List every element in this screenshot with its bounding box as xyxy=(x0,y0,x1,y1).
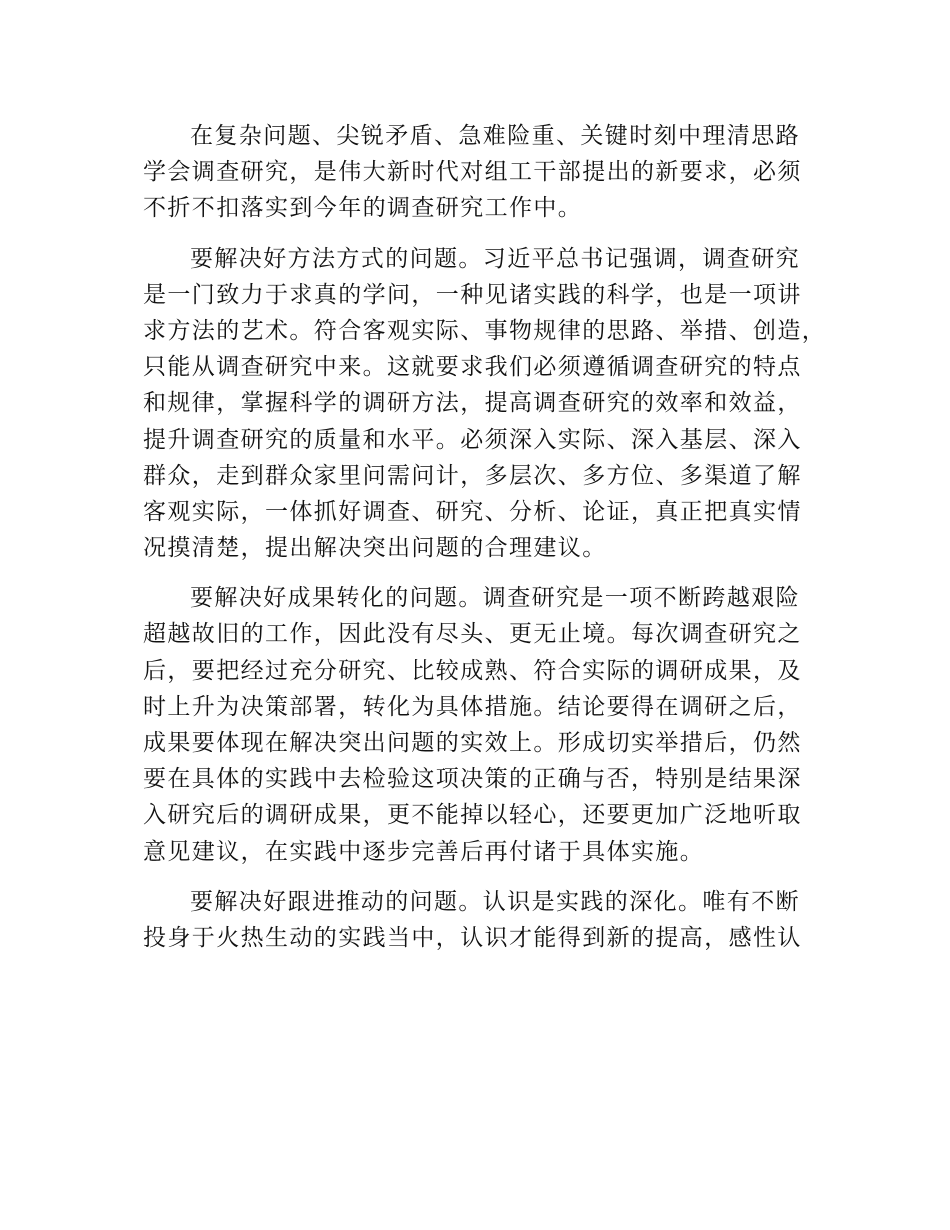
paragraph-line: 要解决好成果转化的问题。调查研究是一项不断跨越艰险 xyxy=(190,585,800,612)
paragraph xyxy=(143,580,823,870)
paragraph-line: 只能从调查研究中来。这就要求我们必须遵循调查研究的特点 xyxy=(143,354,802,381)
paragraph-line: 是一门致力于求真的学问，一种见诸实践的科学，也是一项讲 xyxy=(143,281,802,308)
paragraph-line: 投身于火热生动的实践当中，认识才能得到新的提高，感性认 xyxy=(143,924,802,951)
paragraph-line: 况摸清楚，提出解决突出问题的合理建议。 xyxy=(143,535,607,562)
paragraph xyxy=(143,118,823,227)
paragraph-line: 要在具体的实践中去检验这项决策的正确与否，特别是结果深 xyxy=(143,766,802,793)
paragraph-line: 不折不扣落实到今年的调查研究工作中。 xyxy=(143,195,583,222)
paragraph-line: 时上升为决策部署，转化为具体措施。结论要得在调研之后， xyxy=(143,693,802,720)
paragraph xyxy=(143,884,823,956)
paragraph-line: 和规律，掌握科学的调研方法，提高调查研究的效率和效益， xyxy=(143,390,802,417)
paragraph-line: 意见建议，在实践中逐步完善后再付诸于具体实施。 xyxy=(143,838,705,865)
paragraph-line: 客观实际，一体抓好调查、研究、分析、论证，真正把真实情 xyxy=(143,498,802,525)
paragraph-line: 超越故旧的工作，因此没有尽头、更无止境。每次调查研究之 xyxy=(143,621,802,648)
paragraph-line: 提升调查研究的质量和水平。必须深入实际、深入基层、深入 xyxy=(143,426,802,453)
paragraph-line: 学会调查研究，是伟大新时代对组工干部提出的新要求，必须 xyxy=(143,159,802,186)
paragraph xyxy=(143,241,827,567)
paragraph-line: 入研究后的调研成果，更不能掉以轻心，还要更加广泛地听取 xyxy=(143,802,802,829)
document-body xyxy=(143,118,827,956)
paragraph-line: 成果要体现在解决突出问题的实效上。形成切实举措后，仍然 xyxy=(143,730,802,756)
paragraph-line: 要解决好跟进推动的问题。认识是实践的深化。唯有不断 xyxy=(190,888,800,915)
paragraph-line: 要解决好方法方式的问题。习近平总书记强调，调查研究 xyxy=(190,245,800,272)
paragraph-line: 群众，走到群众家里问需问计，多层次、多方位、多渠道了解 xyxy=(143,462,802,489)
paragraph-line: 在复杂问题、尖锐矛盾、急难险重、关键时刻中理清思路 xyxy=(190,123,800,149)
paragraph-line: 求方法的艺术。符合客观实际、事物规律的思路、举措、创造， xyxy=(143,317,827,344)
paragraph-line: 后，要把经过充分研究、比较成熟、符合实际的调研成果，及 xyxy=(143,657,802,684)
